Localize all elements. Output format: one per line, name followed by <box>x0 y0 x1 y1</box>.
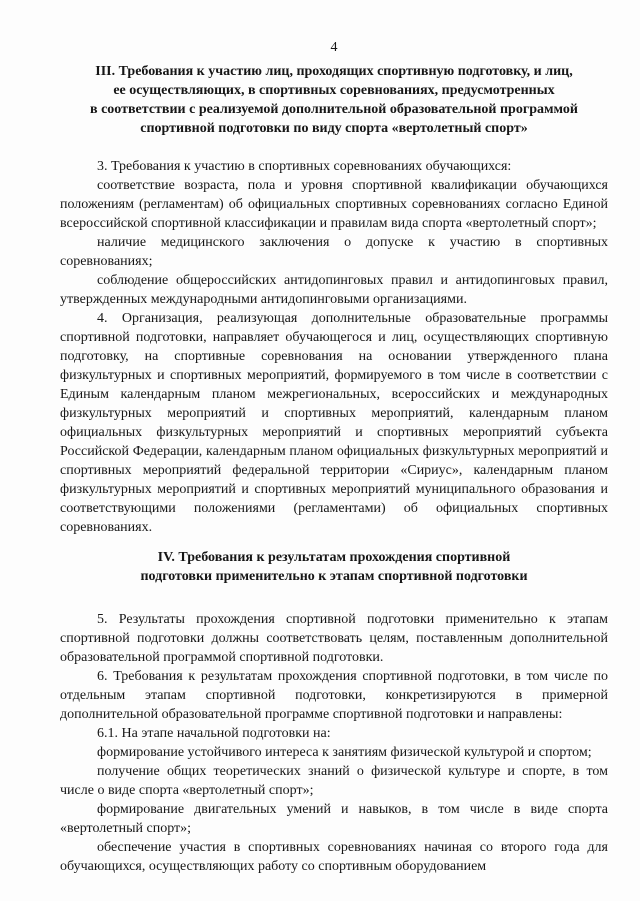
paragraph-theory-knowledge: получение общих теоретических знаний о физической культуре и спорте, в том числе о виде спорта «вертолетный спорт»; <box>60 764 608 798</box>
paragraph-motor-skills: формирование двигательных умений и навыков, в том числе в виде спорта «вертолетный спорт»; <box>60 802 608 836</box>
section-3-heading-line-2: ее осуществляющих, в спортивных соревнованиях, предусмотренных <box>113 83 555 98</box>
page-content <box>60 40 608 876</box>
section-4-heading-line-2: подготовки применительно к этапам спортивной подготовки <box>140 569 528 584</box>
paragraph-6-1-initial-stage: 6.1. На этапе начальной подготовки на: <box>97 726 331 741</box>
section-4-heading <box>60 548 608 586</box>
paragraph-5-results: 5. Результаты прохождения спортивной подготовки применительно к этапам спортивной подготовки должны соответствовать целям, поставленным дополнительной образовательной программой спортивной подготовки. <box>60 612 608 665</box>
section-4-heading-line-1: IV. Требования к результатам прохождения спортивной <box>157 550 511 565</box>
paragraph-3-medical: наличие медицинского заключения о допуске к участию в спортивных соревнованиях; <box>60 235 608 269</box>
section-3-heading-line-1: III. Требования к участию лиц, проходящих спортивную подготовку, и лиц, <box>95 64 573 79</box>
paragraph-3-intro: 3. Требования к участию в спортивных соревнованиях обучающихся: <box>97 159 512 174</box>
paragraph-3-antidoping: соблюдение общероссийских антидопинговых правил и антидопинговых правил, утвержденных международными антидопинговыми организациями. <box>60 273 608 307</box>
paragraph-competition-participation: обеспечение участия в спортивных соревнованиях начиная со второго года для обучающихся, осуществляющих работу со спортивным оборудованием <box>60 840 608 874</box>
paragraph-6-requirements: 6. Требования к результатам прохождения спортивной подготовки, в том числе по отдельным этапам спортивной подготовки, конкретизируются в примерной дополнительной образовательной программе спортивной подготовки и направлены: <box>60 669 608 722</box>
paragraph-interest: формирование устойчивого интереса к занятиям физической культурой и спортом; <box>97 745 592 760</box>
section-3-heading-line-4: спортивной подготовки по виду спорта «вертолетный спорт» <box>140 121 528 136</box>
section-3-heading-line-3: в соответствии с реализуемой дополнительной образовательной программой <box>90 102 578 117</box>
section-3-heading <box>60 62 608 138</box>
paragraph-3-age-qualification: соответствие возраста, пола и уровня спортивной квалификации обучающихся положениям (регламентам) об официальных спортивных соревнованиях согласно Единой всероссийской спортивной классификации и правилам вида спорта «вертолетный спорт»; <box>60 178 608 231</box>
page-number: 4 <box>330 40 338 55</box>
paragraph-4-organization: 4. Организация, реализующая дополнительные образовательные программы спортивной подготовки, направляет обучающегося и лиц, осуществляющих спортивную подготовку, на спортивные соревнования на основании утвержденного плана физкультурных и спортивных мероприятий, формируемого в том числе в соответствии с Единым календарным планом межрегиональных, всероссийских и международных физкультурных мероприятий и спортивных мероприятий, календарным планом официальных физкультурных мероприятий и спортивных мероприятий субъекта Российской Федерации, календарным планом официальных физкультурных мероприятий и спортивных мероприятий федеральной территории «Сириус», календарным планом физкультурных мероприятий и спортивных мероприятий муниципального образования и соответствующими положениями (регламентами) об официальных спортивных соревнованиях. <box>60 311 608 535</box>
